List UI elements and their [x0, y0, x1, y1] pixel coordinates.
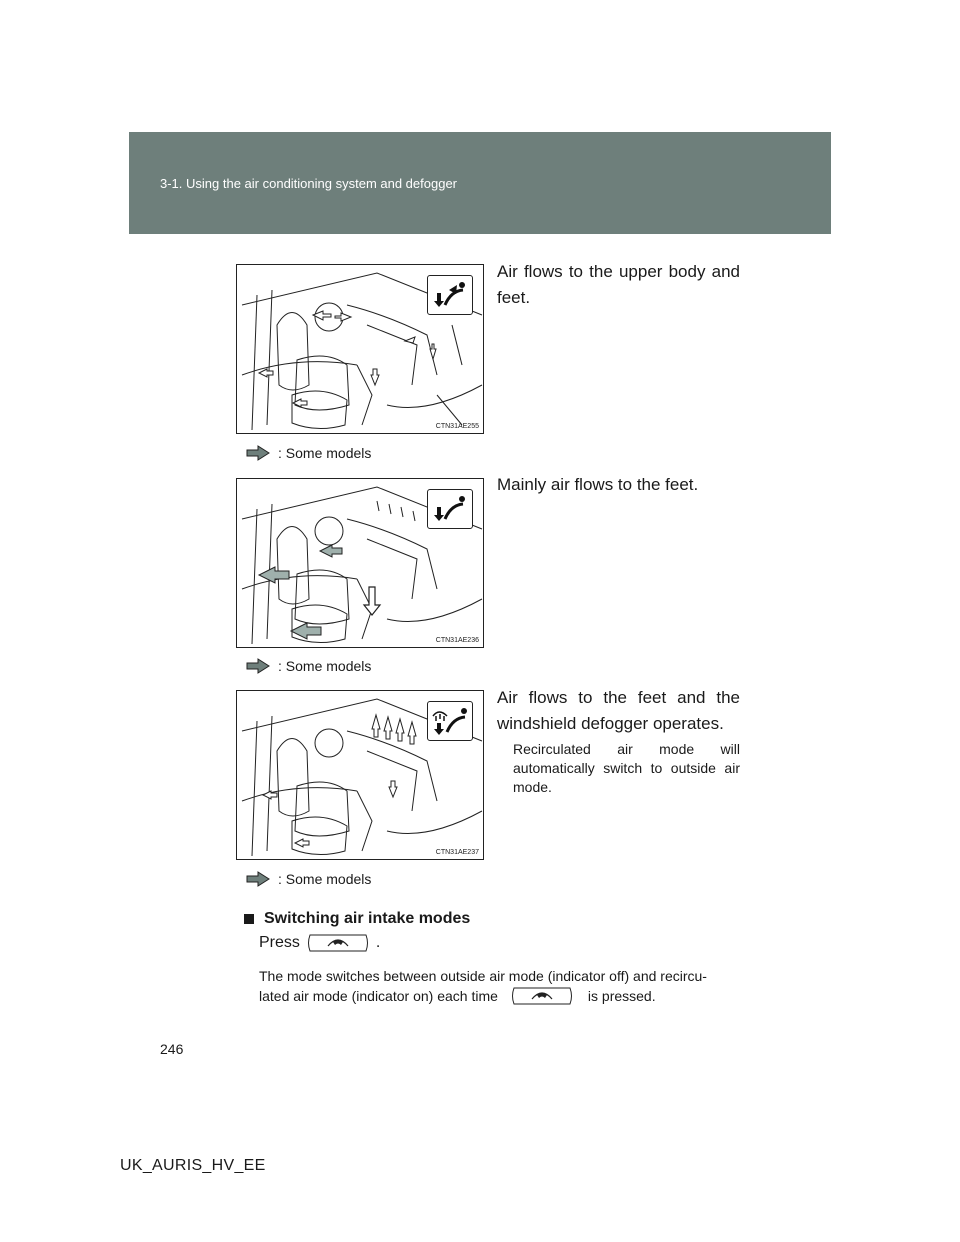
- arrow-marker-icon: [246, 445, 270, 461]
- mode-description: Air flows to the upper body and feet.: [497, 262, 740, 307]
- figure-upper-body-feet: [236, 264, 484, 434]
- feet-airflow-icon: [427, 489, 473, 529]
- figure-code: CTN31AE237: [435, 849, 479, 856]
- recirculation-button-icon: [510, 987, 574, 1005]
- some-models-note: [246, 657, 371, 675]
- figure-code: CTN31AE255: [435, 423, 479, 430]
- figure-feet: [236, 478, 484, 648]
- mode-description: Air flows to the feet and the windshield defogger operates.: [497, 688, 740, 733]
- mode-sub-note: Recirculated air mode will automatically switch to outside air mode.: [513, 741, 740, 795]
- intake-note-line2-pre: lated air mode (indicator on) each time: [259, 988, 498, 1004]
- some-models-label: : Some models: [278, 871, 372, 887]
- arrow-marker-icon: [246, 871, 270, 887]
- some-models-label: : Some models: [278, 658, 372, 674]
- figure-code: CTN31AE236: [435, 637, 479, 644]
- intake-note-line2-post: is pressed.: [587, 988, 656, 1004]
- mode-description: Mainly air flows to the feet.: [497, 475, 699, 494]
- press-period: .: [375, 934, 381, 951]
- recirculation-button-icon: [306, 934, 370, 952]
- square-bullet-icon: [244, 914, 254, 924]
- press-label: Press: [259, 934, 300, 951]
- intake-heading: [244, 910, 470, 928]
- section-title: 3-1. Using the air conditioning system and defogger: [160, 176, 458, 191]
- intake-heading-text: Switching air intake modes: [264, 910, 471, 927]
- arrow-marker-icon: [246, 658, 270, 674]
- bi-level-airflow-icon: [427, 275, 473, 315]
- some-models-note: [246, 870, 371, 888]
- intake-note-line2: [259, 986, 741, 1006]
- some-models-note: [246, 444, 371, 462]
- footer-code: UK_AURIS_HV_EE: [120, 1157, 266, 1174]
- press-instruction: [259, 934, 380, 952]
- intake-note: [259, 966, 741, 1006]
- page-number: 246: [160, 1041, 184, 1057]
- intake-note-line1: The mode switches between outside air mode (indicator off) and recircu-: [259, 968, 707, 984]
- figure-feet-defog: [236, 690, 484, 860]
- some-models-label: : Some models: [278, 445, 372, 461]
- feet-defog-airflow-icon: [427, 701, 473, 741]
